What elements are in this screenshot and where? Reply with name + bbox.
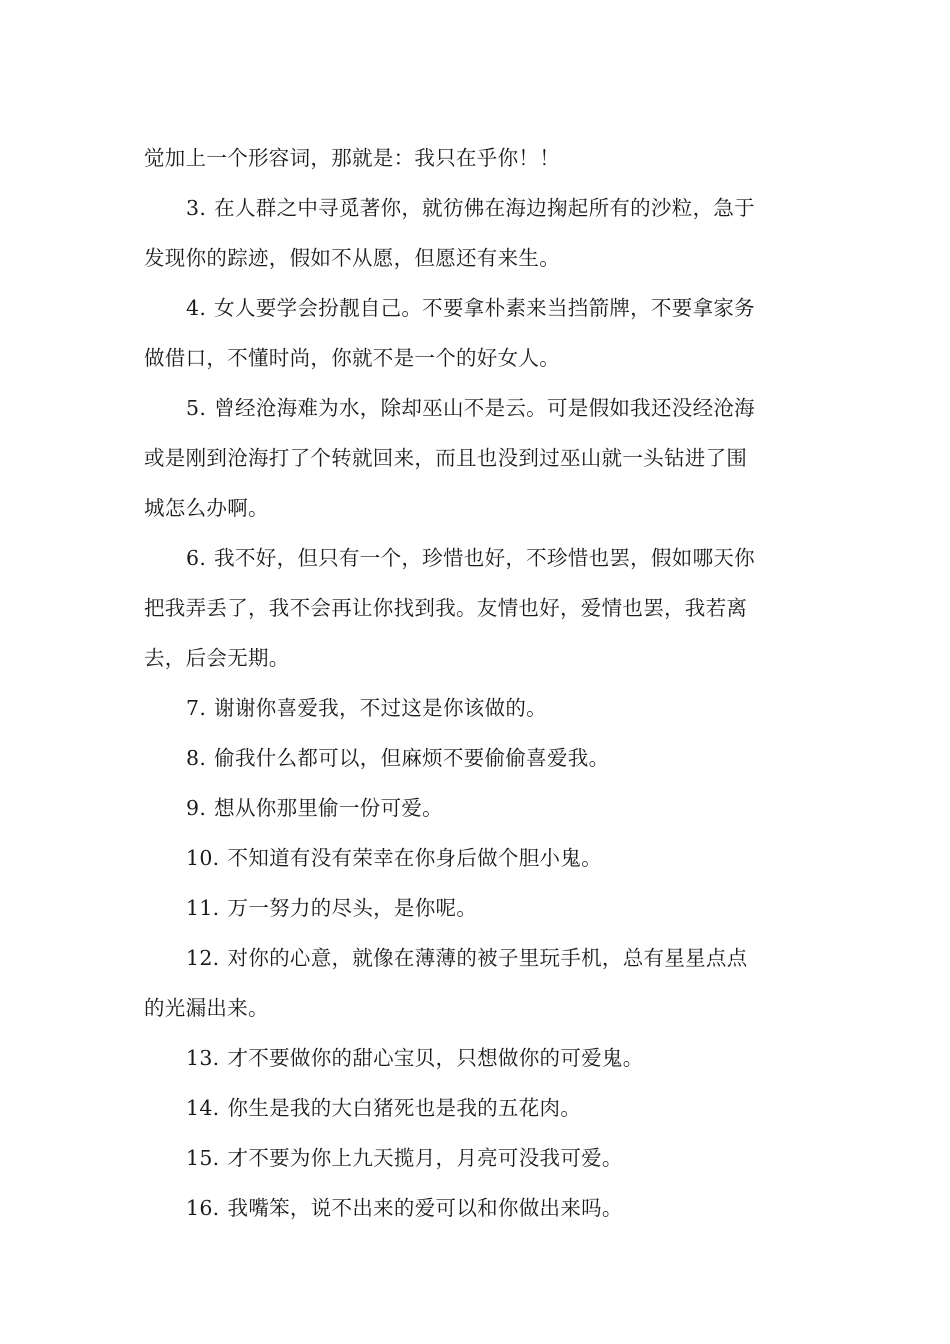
line-text: 才不要做你的甜心宝贝，只想做你的可爱鬼。 bbox=[227, 1046, 644, 1070]
paragraph-continuation-line bbox=[0, 583, 950, 633]
item-number: 8. bbox=[186, 746, 207, 770]
paragraph-first-line bbox=[0, 1083, 950, 1133]
line-text: 曾经沧海难为水，除却巫山不是云。可是假如我还没经沧海 bbox=[214, 396, 755, 420]
item-number: 12. bbox=[186, 946, 220, 970]
line-text: 觉加上一个形容词，那就是：我只在乎你！！ bbox=[144, 146, 560, 170]
paragraph-continuation-line bbox=[0, 633, 950, 683]
line-text: 不知道有没有荣幸在你身后做个胆小鬼。 bbox=[227, 846, 602, 870]
paragraph-first-line bbox=[0, 533, 950, 583]
item-number: 16. bbox=[186, 1196, 220, 1220]
item-number: 4. bbox=[186, 296, 207, 320]
paragraph-continuation-line bbox=[0, 983, 950, 1033]
line-text: 发现你的踪迹，假如不从愿，但愿还有来生。 bbox=[144, 246, 560, 270]
paragraph-continuation-line bbox=[0, 433, 950, 483]
line-text: 对你的心意，就像在薄薄的被子里玩手机，总有星星点点 bbox=[227, 946, 748, 970]
line-text: 万一努力的尽头，是你呢。 bbox=[227, 896, 478, 920]
item-number: 11. bbox=[186, 896, 220, 920]
line-text: 把我弄丢了，我不会再让你找到我。友情也好，爱情也罢，我若离 bbox=[144, 596, 748, 620]
line-text: 我嘴笨，说不出来的爱可以和你做出来吗。 bbox=[227, 1196, 623, 1220]
paragraph-first-line bbox=[0, 833, 950, 883]
line-text: 去，后会无期。 bbox=[144, 646, 290, 670]
paragraph-first-line bbox=[0, 183, 950, 233]
item-number: 15. bbox=[186, 1146, 220, 1170]
item-number: 5. bbox=[186, 396, 207, 420]
line-text: 想从你那里偷一份可爱。 bbox=[214, 796, 443, 820]
item-number: 13. bbox=[186, 1046, 220, 1070]
line-text: 我不好，但只有一个，珍惜也好，不珍惜也罢，假如哪天你 bbox=[214, 546, 755, 570]
line-text: 才不要为你上九天揽月，月亮可没我可爱。 bbox=[227, 1146, 623, 1170]
line-text: 或是刚到沧海打了个转就回来，而且也没到过巫山就一头钻进了围 bbox=[144, 446, 748, 470]
line-text: 城怎么办啊。 bbox=[144, 496, 269, 520]
paragraph-first-line bbox=[0, 733, 950, 783]
line-text: 女人要学会扮靓自己。不要拿朴素来当挡箭牌，不要拿家务 bbox=[214, 296, 755, 320]
line-text: 在人群之中寻觅著你，就彷佛在海边掬起所有的沙粒，急于 bbox=[214, 196, 755, 220]
paragraph-first-line bbox=[0, 1133, 950, 1183]
item-number: 6. bbox=[186, 546, 207, 570]
paragraph-first-line bbox=[0, 283, 950, 333]
paragraph-continuation-line bbox=[0, 483, 950, 533]
text-body bbox=[0, 133, 950, 1233]
paragraph-first-line bbox=[0, 1033, 950, 1083]
line-text: 谢谢你喜爱我，不过这是你该做的。 bbox=[214, 696, 547, 720]
paragraph-continuation-line bbox=[0, 133, 950, 183]
line-text: 偷我什么都可以，但麻烦不要偷偷喜爱我。 bbox=[214, 746, 610, 770]
paragraph-first-line bbox=[0, 383, 950, 433]
item-number: 14. bbox=[186, 1096, 220, 1120]
paragraph-first-line bbox=[0, 783, 950, 833]
line-text: 做借口，不懂时尚，你就不是一个的好女人。 bbox=[144, 346, 560, 370]
line-text: 的光漏出来。 bbox=[144, 996, 269, 1020]
item-number: 3. bbox=[186, 196, 207, 220]
paragraph-first-line bbox=[0, 683, 950, 733]
paragraph-first-line bbox=[0, 1183, 950, 1233]
paragraph-continuation-line bbox=[0, 233, 950, 283]
item-number: 9. bbox=[186, 796, 207, 820]
item-number: 10. bbox=[186, 846, 220, 870]
paragraph-first-line bbox=[0, 883, 950, 933]
paragraph-continuation-line bbox=[0, 333, 950, 383]
paragraph-first-line bbox=[0, 933, 950, 983]
line-text: 你生是我的大白猪死也是我的五花肉。 bbox=[227, 1096, 582, 1120]
item-number: 7. bbox=[186, 696, 207, 720]
